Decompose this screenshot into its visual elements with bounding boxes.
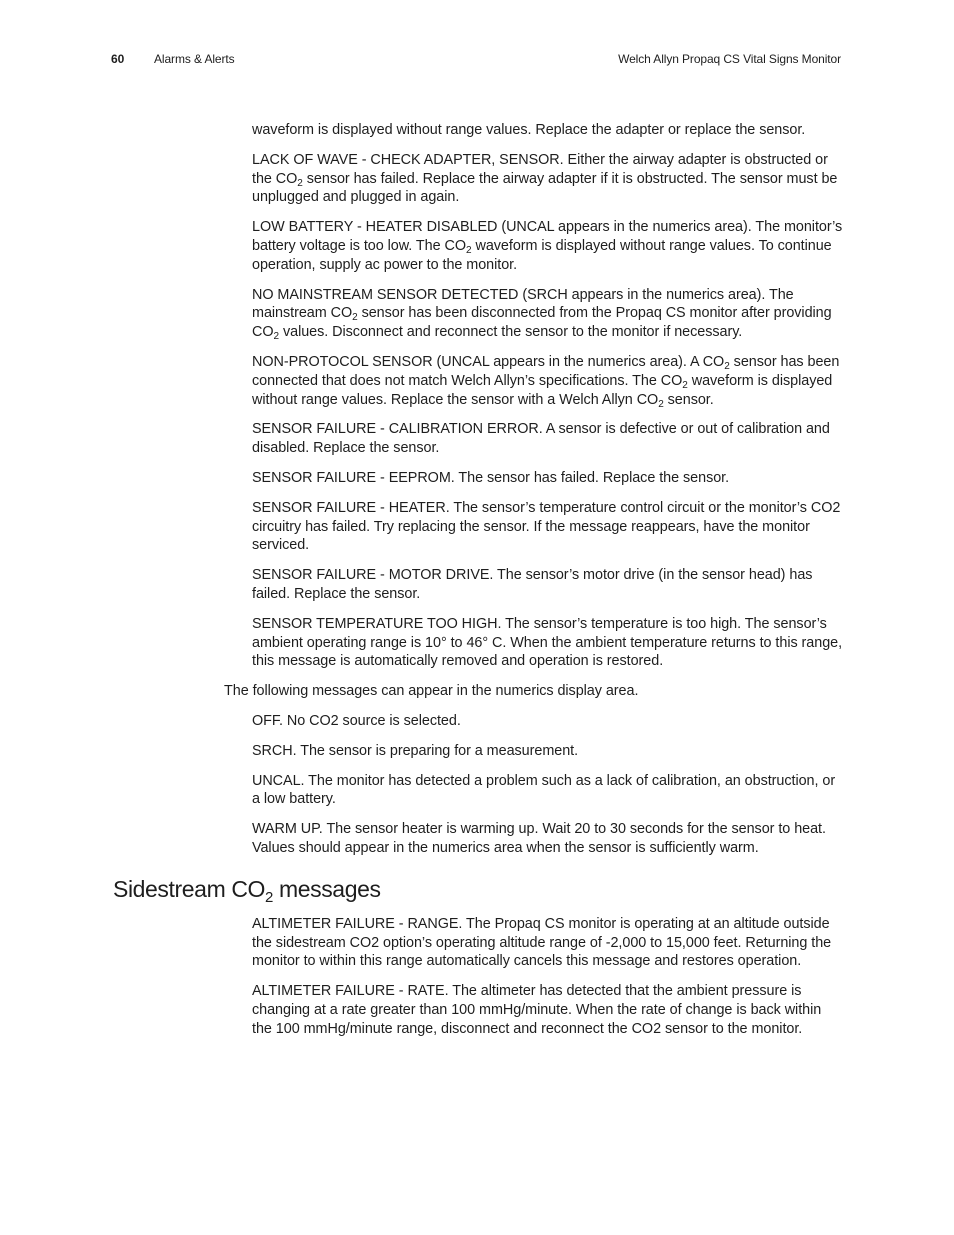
section-heading: Sidestream $CO_2$ messages xyxy=(113,875,381,906)
message-paragraph: SENSOR FAILURE - CALIBRATION ERROR. A sensor is defective or out of calibration and disabled. Replace the sensor. xyxy=(252,421,830,457)
message-paragraph: SENSOR TEMPERATURE TOO HIGH. The sensor’s temperature is too high. The sensor’s ambient operating range is 10° to 46° C. When the ambient temperature returns to this range, this message is automatically removed and operation is restored. xyxy=(252,615,843,670)
page-body xyxy=(0,121,954,1049)
section-name: Alarms & Alerts xyxy=(154,52,235,66)
numerics-message: OFF. No CO2 source is selected. xyxy=(252,712,461,729)
numerics-message: SRCH. The sensor is preparing for a measurement. xyxy=(252,742,579,759)
numerics-intro: The following messages can appear in the numerics display area. xyxy=(224,683,639,700)
message-paragraph: NON-PROTOCOL SENSOR (UNCAL appears in the numerics area). A $CO_2$ sensor has been connected that does not match Welch Allyn’s specifications. The $CO_2$ waveform is displayed without range values. Replace the sensor with a Welch Allyn $CO_2$ sensor. xyxy=(252,353,840,410)
page-number: 60 xyxy=(111,52,125,66)
message-paragraph: LACK OF WAVE - CHECK ADAPTER, SENSOR. Either the airway adapter is obstructed or the $CO_2$ sensor has failed. Replace the airway adapter if it is obstructed. The sensor must be unplugged and plugged in again. xyxy=(252,151,838,206)
numerics-message: UNCAL. The monitor has detected a problem such as a lack of calibration, an obstruction, or a low battery. xyxy=(252,772,836,808)
page-header xyxy=(0,52,954,70)
message-paragraph: SENSOR FAILURE - HEATER. The sensor’s temperature control circuit or the monitor’s CO2 circuitry has failed. Try replacing the sensor. If the message reappears, have the monitor serviced. xyxy=(252,499,841,554)
sidestream-message: ALTIMETER FAILURE - RANGE. The Propaq CS monitor is operating at an altitude outside the sidestream CO2 option’s operating altitude range of -2,000 to 15,000 feet. Returning the monitor to within this range automatically cancels this message and restores operation. xyxy=(252,915,832,970)
message-paragraph: LOW BATTERY - HEATER DISABLED (UNCAL appears in the numerics area). The monitor’s battery voltage is too low. The $CO_2$ waveform is displayed without range values. To continue operation, supply ac power to the monitor. xyxy=(252,219,843,273)
numerics-message: WARM UP. The sensor heater is warming up. Wait 20 to 30 seconds for the sensor to heat. Values should appear in the numerics area when the sensor is sufficiently warm. xyxy=(252,821,826,856)
message-paragraph: NO MAINSTREAM SENSOR DETECTED (SRCH appears in the numerics area). The mainstream $CO_2$ sensor has been disconnected from the Propaq CS monitor after providing $CO_2$ values. Disconnect and reconnect the sensor to the monitor if necessary. xyxy=(252,286,832,343)
sidestream-message: ALTIMETER FAILURE - RATE. The altimeter has detected that the ambient pressure is changing at a rate greater than 100 mmHg/minute. When the rate of change is back within the 100 mmHg/minute range, disconnect and reconnect the CO2 sensor to the monitor. xyxy=(252,983,822,1037)
document-title: Welch Allyn Propaq CS Vital Signs Monitor xyxy=(618,52,841,66)
message-paragraph: SENSOR FAILURE - MOTOR DRIVE. The sensor’s motor drive (in the sensor head) has failed. Replace the sensor. xyxy=(252,567,813,602)
message-paragraph: SENSOR FAILURE - EEPROM. The sensor has failed. Replace the sensor. xyxy=(252,469,730,486)
message-paragraph: waveform is displayed without range values. Replace the adapter or replace the sensor. xyxy=(252,122,806,138)
